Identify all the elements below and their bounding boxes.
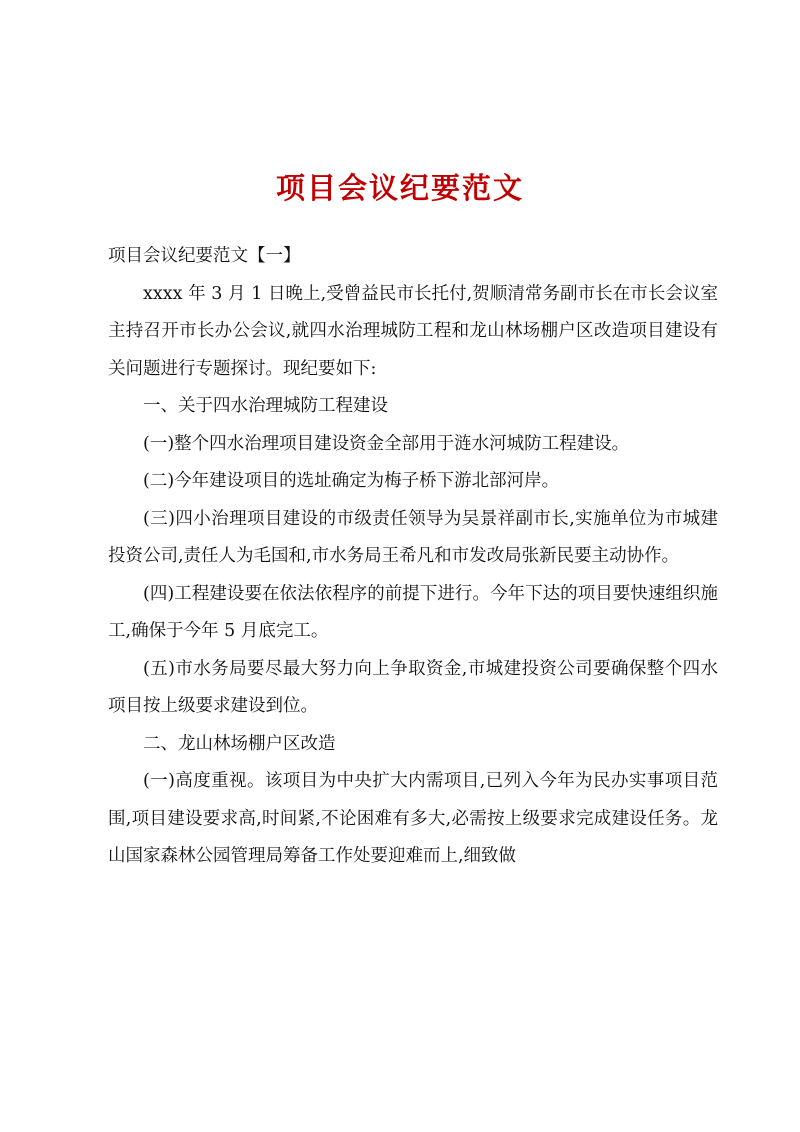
- paragraph-part-two-item-1: (一)高度重视。该项目为中央扩大内需项目,已列入今年为民办实事项目范围,项目建设要求高,时间紧,不论困难有多大,必需按上级要求完成建设任务。龙山国家森林公园管理局筹备工作处要迎难而上,细致做: [108, 771, 718, 866]
- document-body: [108, 238, 718, 876]
- paragraph-item-2: (二)今年建设项目的选址确定为梅子桥下游北部河岸。: [143, 471, 560, 491]
- paragraph-intro: xxxx 年 3 月 1 日晚上,受曾益民市长托付,贺顺清常务副市长在市长会议室主持召开市长办公会议,就四水治理城防工程和龙山林场棚户区改造项目建设有关问题进行专题探讨。现纪要如下:: [108, 283, 718, 379]
- heading-part-one: 一、关于四水治理城防工程建设: [143, 396, 388, 416]
- document-title: 项目会议纪要范文: [275, 171, 524, 205]
- paragraph-item-5: (五)市水务局要尽最大努力向上争取资金,市城建投资公司要确保整个四水项目按上级要求建设到位。: [108, 658, 718, 716]
- heading-part-two: 二、龙山林场棚户区改造: [143, 733, 336, 754]
- paragraph-item-4: (四)工程建设要在依法依程序的前提下进行。今年下达的项目要快速组织施工,确保于今年 5 月底完工。: [108, 583, 718, 641]
- paragraph-item-1: (一)整个四水治理项目建设资金全部用于涟水河城防工程建设。: [143, 433, 630, 454]
- section-heading: 项目会议纪要范文【一】: [108, 246, 301, 266]
- paragraph-item-3: (三)四小治理项目建设的市级责任领导为吴景祥副市长,实施单位为市城建投资公司,责任人为毛国和,市水务局王希凡和市发改局张新民要主动协作。: [108, 508, 718, 566]
